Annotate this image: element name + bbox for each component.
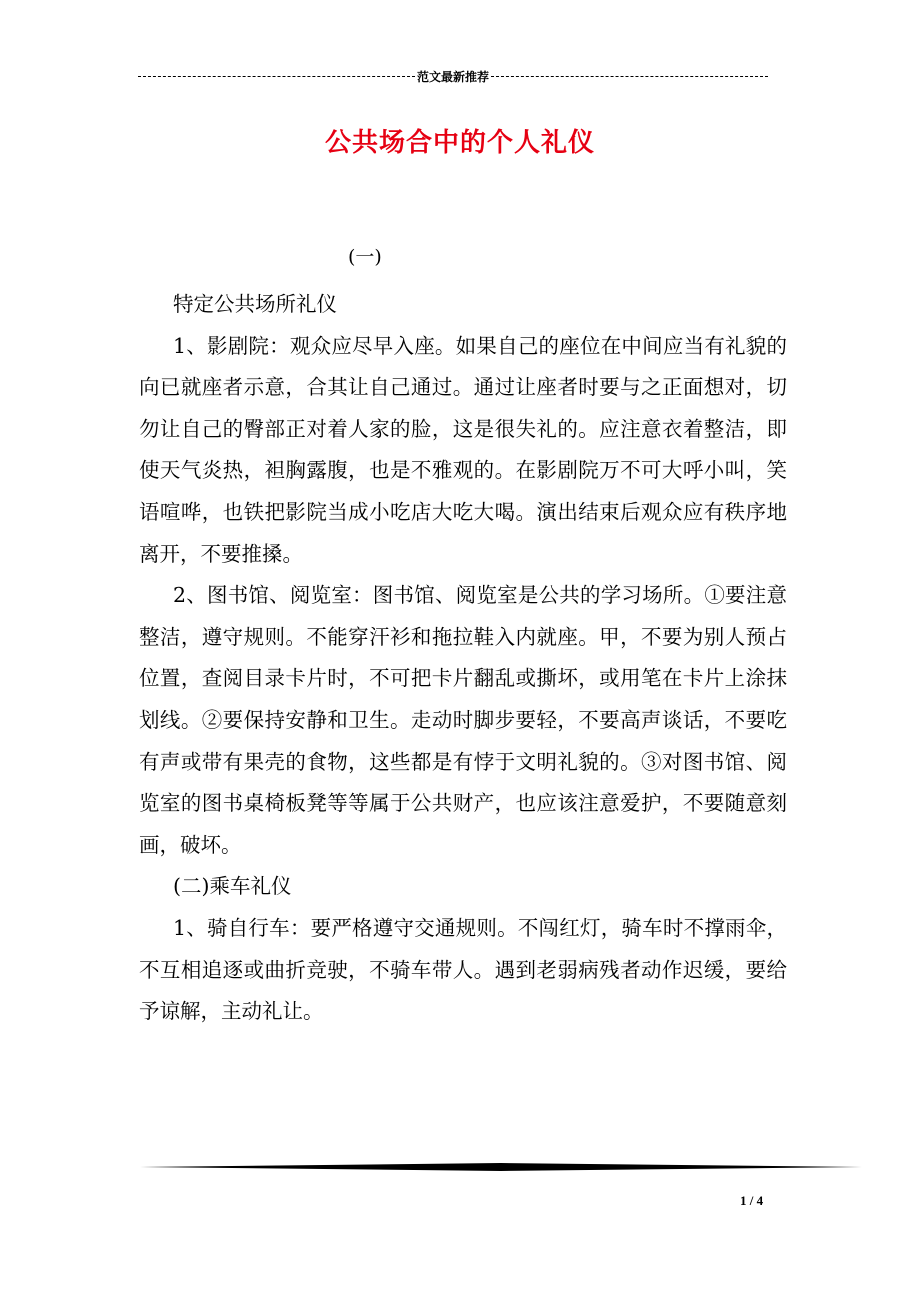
paragraph-heading-riding: (二)乘车礼仪	[173, 874, 292, 899]
page-header	[138, 68, 768, 85]
paragraph-heading-public-places: 特定公共场所礼仪	[173, 292, 337, 316]
paragraph-theater: 1、影剧院：观众应尽早入座。如果自己的座位在中间应当有礼貌的向已就座者示意，合其让自己通过。通过让座者时要与之正面想对，切勿让自己的臀部正对着人家的脸，这是很失礼的。应注意衣着整洁，即使天气炎热，袒胸露腹，也是不雅观的。在影剧院万不可大呼小叫，笑语喧哗，也铁把影院当成小吃店大吃大喝。演出结束后观众应有秩序地离开，不要推搡。	[139, 333, 787, 566]
footer-rule	[140, 1162, 862, 1172]
header-dashes-right	[491, 76, 768, 77]
document-body	[139, 284, 787, 1033]
paragraph-bicycle: 1、骑自行车：要严格遵守交通规则。不闯红灯，骑车时不撑雨伞，不互相追逐或曲折竞驶，不骑车带人。遇到老弱病残者动作迟缓，要给予谅解，主动礼让。	[139, 915, 787, 1024]
header-text: 范文最新推荐	[417, 70, 490, 84]
page-number: 1 / 4	[740, 1193, 764, 1208]
document-title: 公共场合中的个人礼仪	[324, 128, 595, 158]
section-one-label: (一)	[348, 246, 382, 268]
header-dashes-left	[138, 76, 415, 77]
paragraph-library: 2、图书馆、阅览室：图书馆、阅览室是公共的学习场所。①要注意整洁，遵守规则。不能穿汗衫和拖拉鞋入内就座。甲，不要为别人预占位置，查阅目录卡片时，不可把卡片翻乱或撕坏，或用笔在卡片上涂抹划线。②要保持安静和卫生。走动时脚步要轻，不要高声谈话，不要吃有声或带有果壳的食物，这些都是有悖于文明礼貌的。③对图书馆、阅览室的图书桌椅板凳等等属于公共财产，也应该注意爱护，不要随意刻画，破坏。	[139, 583, 787, 857]
